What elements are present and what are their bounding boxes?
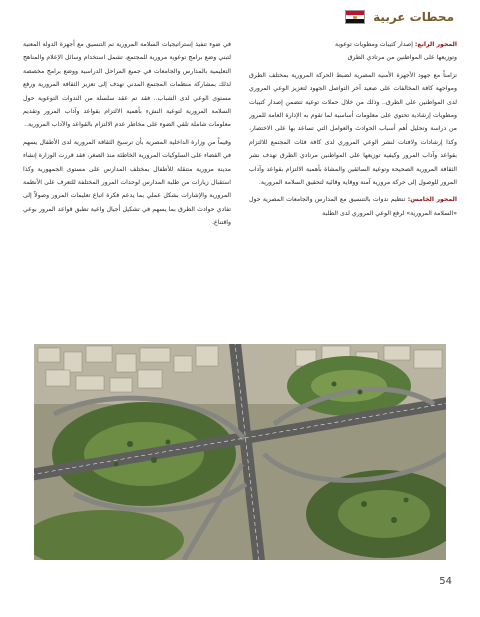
left-paragraph-1: في ضوء تنفيذ إستراتيجيات السلامة المرورية تم التنسيق مع أجهزة الدولة المعنية لتبني وضع برامج توعوية مرورية للمجتمع، تشمل استخدام وسائل الإعلام والمناهج التعليمية بالمدارس والجامعات في جميع المراحل الدراسية ووضع برامج مخصصة لذلك بمشاركة منظمات المجتمع المدني تهدف إلى تعزيز الثقافة المرورية ورفع مستوى الوعي لدى الشباب.. فقد تم عقد سلسلة من الندوات التوعوية حول السلامة المرورية لتوعية النشء بأهمية الالتزام بقواعد وآداب المرور وتقديم معلومات شاملة تلقي الضوء على مخاطر عدم الالتزام بالقواعد والآداب المرورية..: [23, 41, 231, 129]
right-column: [249, 38, 457, 340]
aerial-interchange-photo: [34, 344, 446, 560]
page-header: [345, 10, 454, 24]
axis4-subtitle: وتوزيعها على المواطنين من مرتادي الطرق: [347, 54, 457, 62]
page-number: 54: [439, 576, 452, 587]
axis5-heading: المحور الخامس:: [407, 196, 457, 204]
axis5-block: [249, 193, 457, 220]
axis4-title: إصدار كتيبات ومطويات توعوية: [335, 41, 415, 48]
left-column: [23, 38, 231, 340]
egypt-flag-icon: [345, 10, 365, 24]
axis4-paragraph: تزامناً مع جهود الأجهزة الأمنية المصرية لضبط الحركة المرورية بمختلف الطرق ومواجهة كافة المخالفات على صعيد آخر التواصل الجهود لتعزيز الوعي المروري لدى المواطنين على الطرق.. وذلك من خلال حملات توعية تتضمن إصدار كتيبات ومطويات إرشادية تحتوي على معلومات أساسية لما تقوم به الإدارة العامة للمرور من دراسة وتحليل أهم أسباب الحوادث والعوامل التي تساعد بها على الاختصار، وكذا إرشادات ولافتات لنشر الوعي المروري لدى كافة فئات المجتمع للالتزام بقواعد وآداب المرور وكيفية توزيعها على المواطنين مرتادي الطرق تهدف نشر الثقافة المرورية الصحيحة وتوعية السائقين والمشاة بأهمية الالتزام بقواعد وآداب المرور للوصول إلى حركة مرورية آمنة ووقاية وقائية لتحقيق السلامة المرورية.: [249, 71, 457, 187]
axis4-block: [249, 38, 457, 65]
axis4-heading: المحور الرابع:: [414, 41, 457, 48]
section-name: محطات عربية: [373, 10, 454, 24]
article-columns: [22, 38, 457, 340]
axis5-title: تنظيم ندوات بالتنسيق مع المدارس والجامعات المصرية حول «السلامة المرورية» لرفع الوعي المروري لدى الطلبة: [249, 196, 457, 217]
left-paragraph-2: وقيماً من وزارة الداخلية المصرية بأن ترسيخ الثقافة المرورية لدى الأطفال يسهم في القضاء على السلوكيات المرورية الخاطئة منذ الصغر، فقد قررت الوزارة إنشاء مدينة مرورية متنقلة للأطفال بمختلف المدارس على مستوى الجمهورية وكذا استقبال زيارات من طلبة المدارس لوحدات المرور المختلفة للتعرف على الأنظمة المرورية والإشارات بشكل عملي بما يدعم فكرة اتباع تعليمات المرور وصولاً إلى تفادي حوادث الطرق بما يسهم في تشكيل أجيال واعية تطبق قواعد المرور بوعي واقتناع.: [23, 138, 231, 227]
